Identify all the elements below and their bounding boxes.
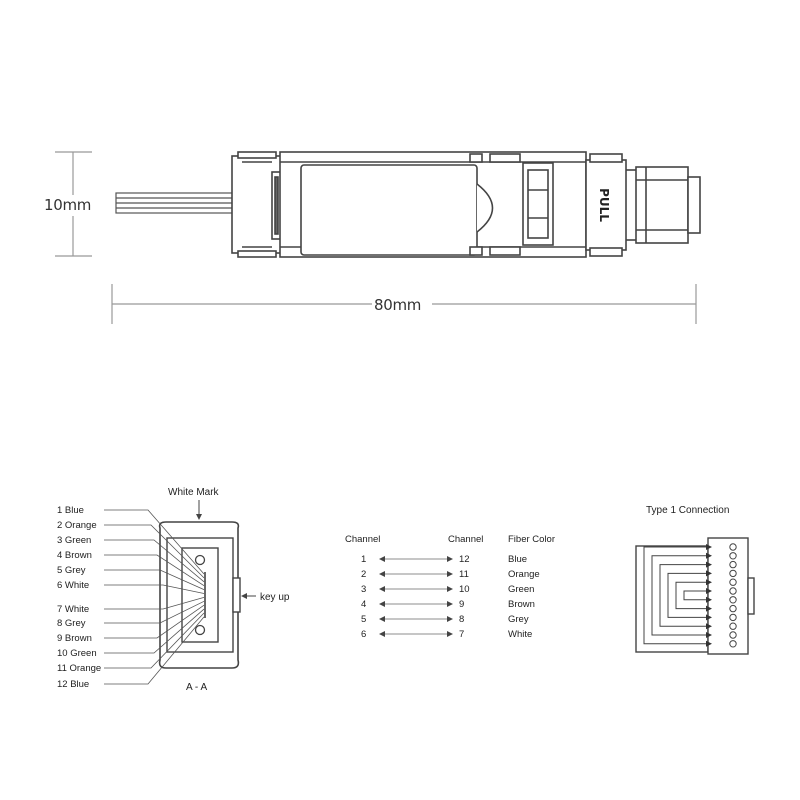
type1-fiber-hole — [730, 570, 736, 576]
fiber-color: Orange — [508, 569, 540, 580]
white-mark-label: White Mark — [168, 487, 219, 498]
fiber-color: Green — [508, 584, 535, 595]
ferrule — [636, 167, 700, 243]
connector-body — [232, 152, 282, 257]
type1-fiber-hole — [730, 597, 736, 603]
type1-fiber-hole — [730, 544, 736, 550]
fiber-labels — [57, 505, 101, 690]
table-header: Channel — [345, 534, 381, 545]
fiber-label: 3 Green — [57, 535, 92, 546]
fiber-label: 10 Green — [57, 648, 97, 659]
fiber-label: 5 Grey — [57, 565, 86, 576]
fiber-color: Grey — [508, 614, 529, 625]
type1-fiber-hole — [730, 614, 736, 620]
section-label: A - A — [186, 682, 208, 693]
pull-label: PULL — [597, 188, 611, 222]
fiber-label: 1 Blue — [57, 505, 84, 516]
fiber-label: 7 White — [57, 604, 90, 615]
height-label: 10mm — [44, 196, 92, 214]
type1-title: Type 1 Connection — [646, 505, 730, 516]
table-header: Channel — [448, 534, 484, 545]
guide-pin-hole — [196, 626, 205, 635]
channel-to: 11 — [459, 569, 469, 580]
type1-fiber-hole — [730, 579, 736, 585]
fiber-label: 2 Orange — [57, 520, 97, 531]
channel-from: 1 — [361, 554, 367, 565]
fiber-label: 9 Brown — [57, 633, 92, 644]
type1-outer-box — [636, 546, 708, 652]
channel-to: 12 — [459, 554, 470, 565]
fiber-color: White — [508, 629, 533, 640]
ribbon-cable — [116, 193, 236, 213]
channel-to: 7 — [459, 629, 465, 640]
channel-from: 3 — [361, 584, 367, 595]
table-header: Fiber Color — [508, 534, 555, 545]
type1-fiber-hole — [730, 561, 736, 567]
type1-fiber-hole — [730, 605, 736, 611]
channel-table — [345, 534, 555, 640]
channel-to: 10 — [459, 584, 470, 595]
channel-to: 9 — [459, 599, 465, 610]
channel-to: 8 — [459, 614, 465, 625]
fiber-color: Blue — [508, 554, 528, 565]
fiber-color: Brown — [508, 599, 535, 610]
type1-fiber-hole — [730, 553, 736, 559]
latch-window — [523, 163, 553, 245]
length-label: 80mm — [374, 296, 422, 314]
fiber-label: 4 Brown — [57, 550, 92, 561]
key-up-label: key up — [260, 592, 290, 603]
channel-from: 4 — [361, 599, 367, 610]
key-notch — [233, 578, 240, 612]
fiber-label: 8 Grey — [57, 618, 86, 629]
connector-side-view — [44, 152, 700, 324]
fiber-label: 11 Orange — [57, 663, 102, 674]
type1-fiber-hole — [730, 623, 736, 629]
fiber-label: 12 Blue — [57, 679, 90, 690]
fiber-label: 6 White — [57, 580, 90, 591]
type1-connection — [636, 505, 754, 654]
channel-from: 6 — [361, 629, 367, 640]
type1-fiber-hole — [730, 641, 736, 647]
channel-from: 5 — [361, 614, 367, 625]
type1-connector-block — [708, 538, 748, 654]
type1-fiber-hole — [730, 632, 736, 638]
channel-from: 2 — [361, 569, 367, 580]
type1-key — [748, 578, 754, 614]
end-view — [57, 487, 290, 693]
type1-fiber-hole — [730, 588, 736, 594]
guide-pin-hole — [196, 556, 205, 565]
table-rows — [361, 554, 540, 640]
